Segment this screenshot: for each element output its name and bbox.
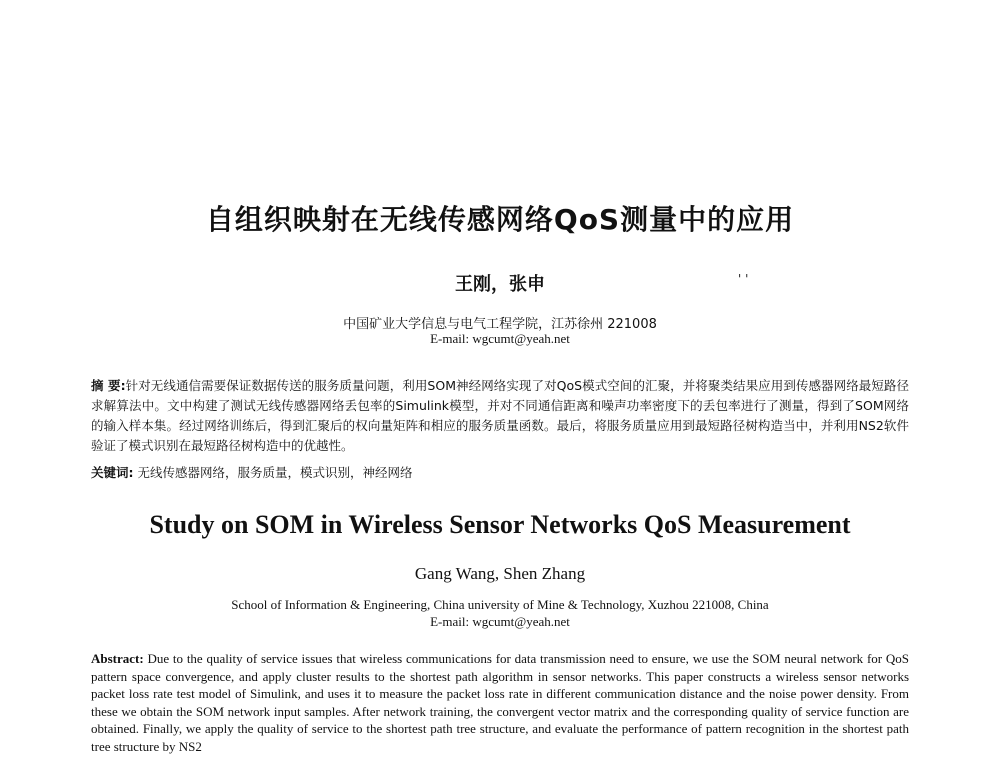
chinese-keywords-label: 关键词: [91, 465, 134, 480]
chinese-abstract-label: 摘 要: [91, 378, 126, 393]
english-title: Study on SOM in Wireless Sensor Networks QoS Measurement [149, 510, 851, 539]
chinese-keywords [91, 464, 909, 482]
chinese-abstract-text: 针对无线通信需要保证数据传送的服务质量问题，利用SOM神经网络实现了对QoS模式空间的汇聚，并将聚类结果应用到传感器网络最短路径求解算法中。文中构建了测试无线传感器网络丢包率的Simulink模型，并对不同通信距离和噪声功率密度下的丢包率进行了测量，得到了SOM网络的输入样本集。经过网络训练后，得到汇聚后的权向量矩阵和相应的服务质量函数。最后，将服务质量应用到最短路径树构造当中，并利用NS2软件验证了模式识别在最短路径树构造中的优越性。 [91, 378, 909, 453]
chinese-abstract [91, 376, 909, 456]
english-abstract [91, 650, 909, 755]
english-abstract-label: Abstract: [91, 651, 144, 666]
english-authors: Gang Wang, Shen Zhang [414, 564, 586, 583]
english-affiliation: School of Information & Engineering, China university of Mine & Technology, Xuzhou 221008, China [231, 597, 769, 612]
chinese-title: 自组织映射在无线传感网络QoS测量中的应用 [205, 203, 795, 236]
chinese-keywords-text: 无线传感器网络，服务质量，模式识别，神经网络 [137, 465, 413, 480]
chinese-email: E-mail: wgcumt@yeah.net [430, 331, 570, 346]
english-abstract-text: Due to the quality of service issues that wireless communications for data transmission need to ensure, we use the SOM neural network for QoS pattern space convergence, and apply cluster results to the shortest path algorithm in sensor networks. This paper constructs a wireless sensor networks packet loss rate test model of Simulink, and uses it to measure the packet loss rate in different communication distance and the noise power density. From these we obtain the SOM network input samples. After network training, the convergent vector matrix and the corresponding quality of service function are obtained. Finally, we apply the quality of service to the shortest path tree structure, and evaluate the performance of pattern recognition in the shortest path tree structure by NS2 [91, 651, 910, 754]
english-email: E-mail: wgcumt@yeah.net [430, 614, 570, 629]
stray-mark: ' ' [738, 272, 749, 286]
chinese-affiliation: 中国矿业大学信息与电气工程学院，江苏徐州 221008 [343, 317, 657, 332]
chinese-authors: 王刚，张申 [455, 274, 545, 295]
